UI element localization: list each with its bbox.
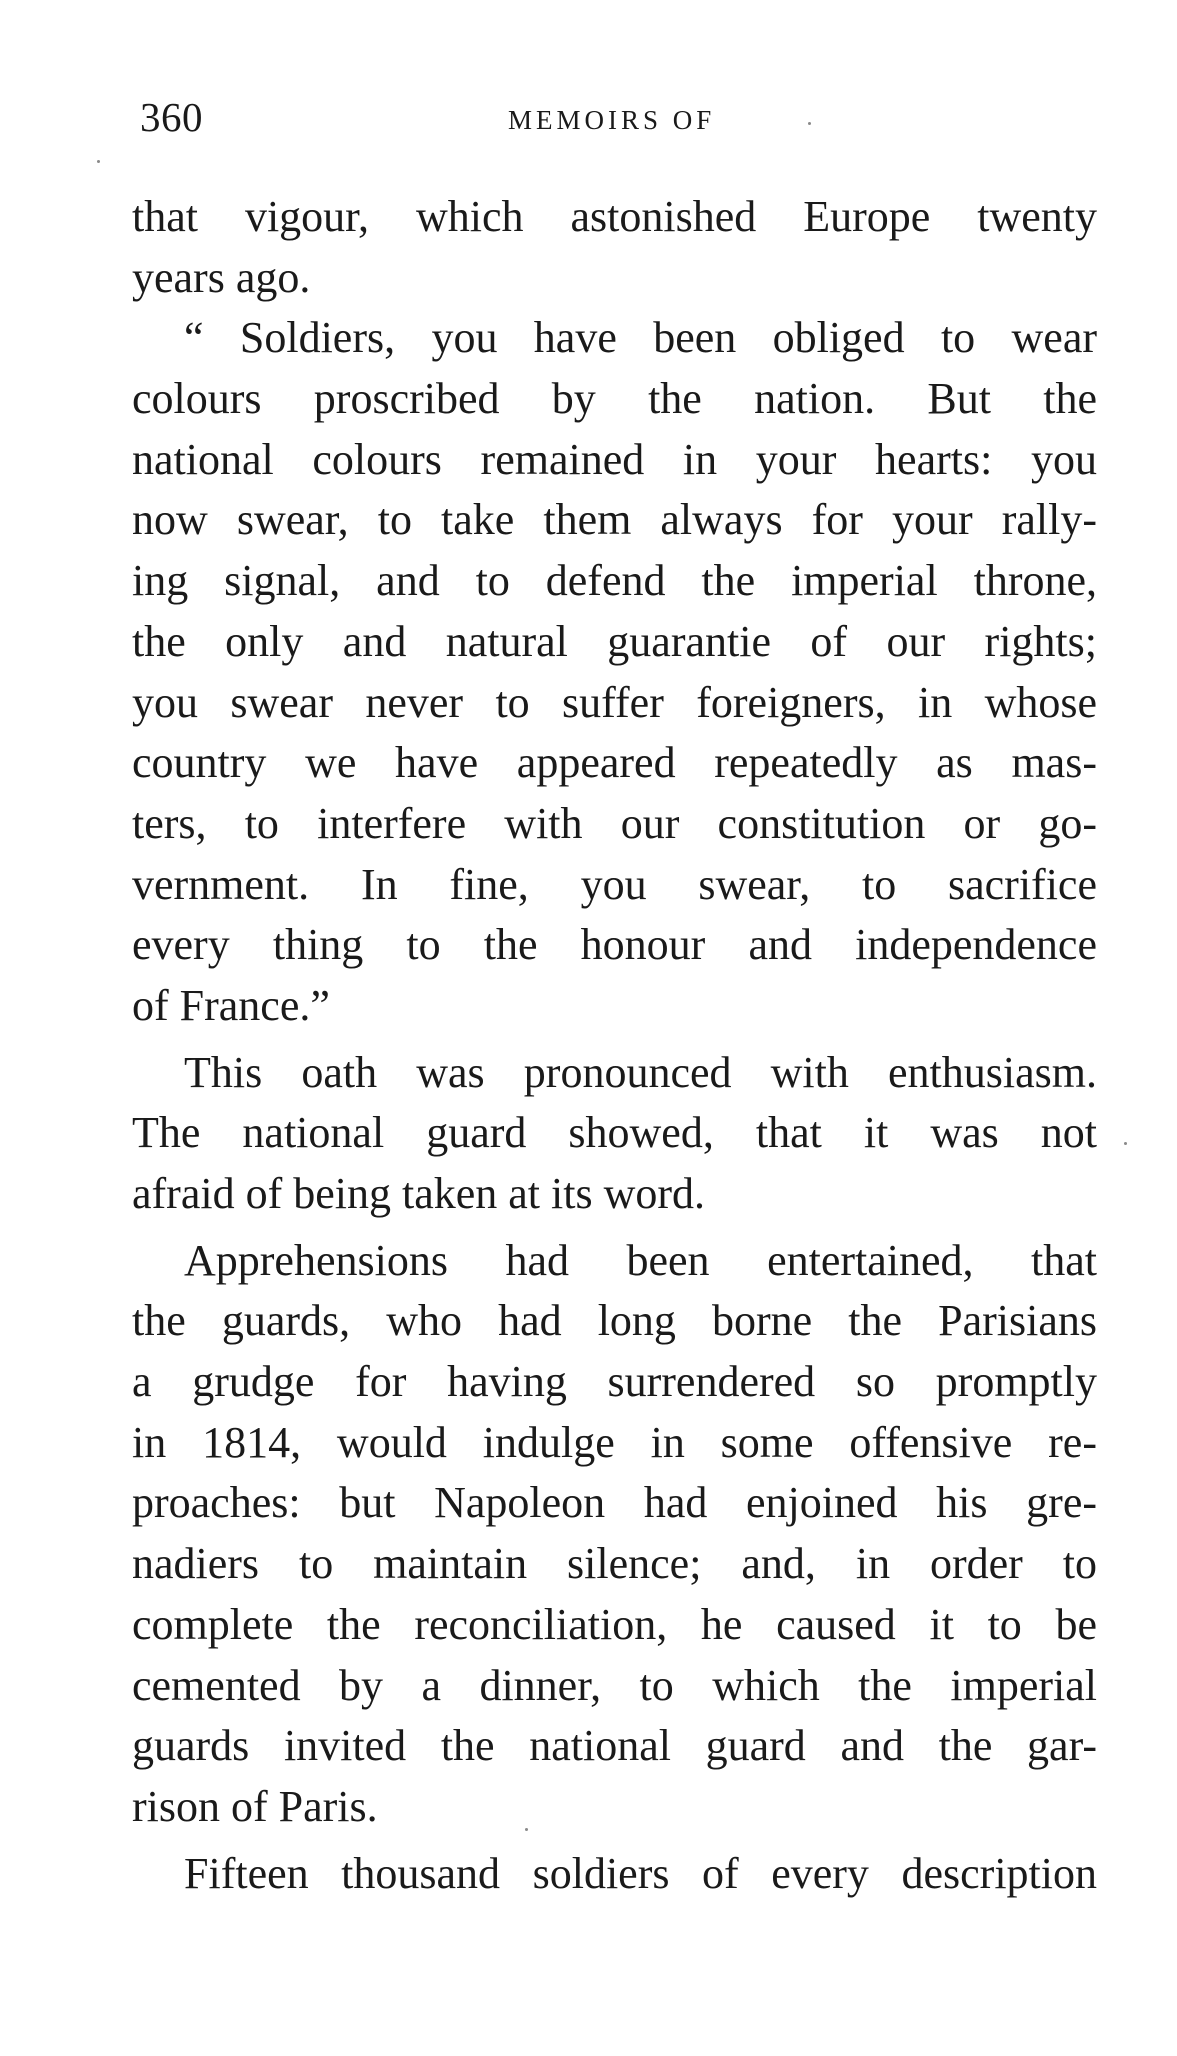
text-line: a grudge for having surrendered so promptly — [132, 1357, 1097, 1407]
text-line: national colours remained in your hearts: you — [132, 434, 1097, 484]
page-number: 360 — [140, 94, 203, 140]
text-line: of France.” — [132, 980, 330, 1030]
text-line: complete the reconciliation, he caused it to be — [132, 1599, 1097, 1649]
text-line: the guards, who had long borne the Parisians — [132, 1296, 1097, 1346]
text-line: rison of Paris. — [132, 1781, 378, 1831]
paper-speck — [808, 122, 811, 125]
text-line: Apprehensions had been entertained, that — [184, 1235, 1097, 1285]
text-line: afraid of being taken at its word. — [132, 1169, 706, 1218]
text-line: that vigour, which astonished Europe twenty — [132, 192, 1097, 241]
text-line: every thing to the honour and independence — [132, 920, 1097, 970]
paper-speck — [525, 1828, 528, 1831]
text-line: The national guard showed, that it was not — [132, 1108, 1097, 1158]
text-line: country we have appeared repeatedly as mas- — [132, 738, 1097, 788]
text-line: in 1814, would indulge in some offensive re- — [132, 1417, 1097, 1467]
body-text — [132, 187, 1097, 1904]
text-line: nadiers to maintain silence; and, in order to — [132, 1539, 1097, 1589]
text-line: cemented by a dinner, to which the imperial — [132, 1660, 1097, 1710]
text-line: the only and natural guarantie of our rights; — [132, 616, 1097, 666]
paper-speck — [1124, 1142, 1127, 1145]
text-line: ters, to interfere with our constitution or go- — [132, 798, 1097, 848]
paper-speck — [97, 160, 100, 163]
text-line: “ Soldiers, you have been obliged to wear — [184, 313, 1097, 363]
text-line: vernment. In fine, you swear, to sacrifice — [132, 859, 1097, 909]
text-line: ing signal, and to defend the imperial throne, — [132, 556, 1097, 606]
text-line: Fifteen thousand soldiers of every description — [184, 1848, 1097, 1898]
text-line: colours proscribed by the nation. But the — [132, 374, 1097, 424]
page-header — [140, 92, 1090, 142]
text-line: guards invited the national guard and the gar- — [132, 1721, 1097, 1771]
text-line: This oath was pronounced with enthusiasm. — [184, 1047, 1097, 1097]
text-line: you swear never to suffer foreigners, in whose — [132, 677, 1097, 727]
text-line: proaches: but Napoleon had enjoined his gre- — [132, 1478, 1097, 1528]
text-line: now swear, to take them always for your rally- — [132, 495, 1097, 545]
text-line: years ago. — [132, 252, 311, 302]
running-head: MEMOIRS OF — [508, 105, 716, 135]
